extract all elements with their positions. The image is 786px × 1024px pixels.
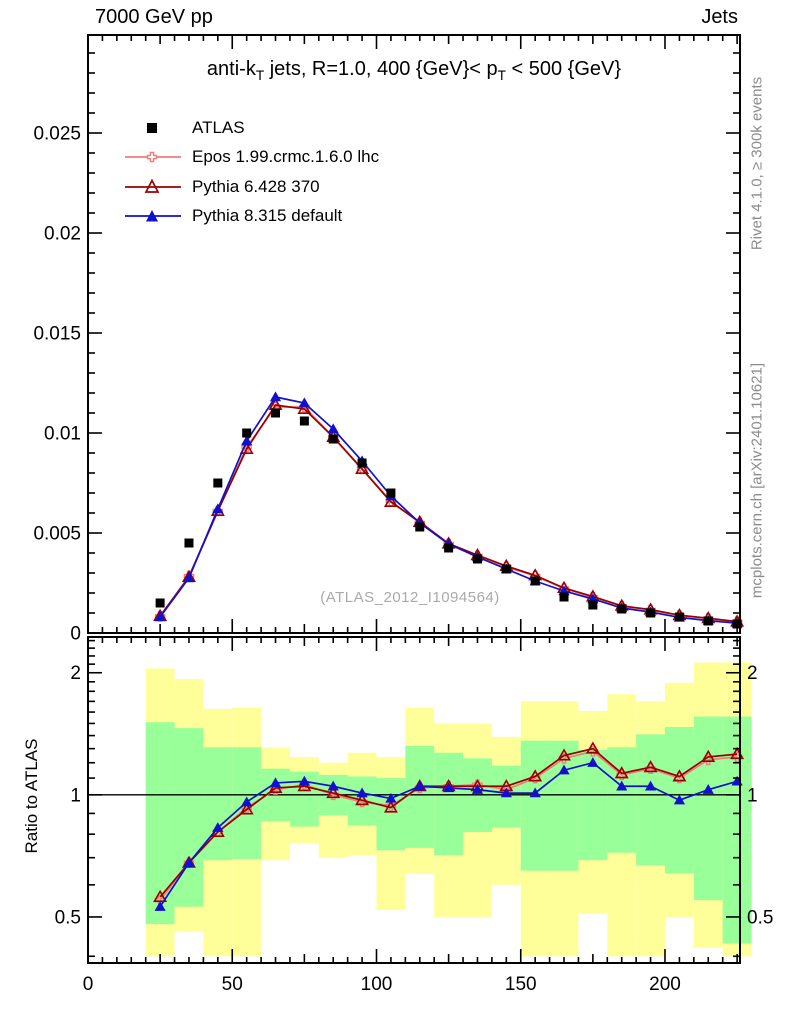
ratio-axis-label: Ratio to ATLAS <box>22 738 41 854</box>
data-point <box>329 435 338 444</box>
green-band-bin <box>607 747 636 852</box>
plot-title-sub2: T <box>497 68 506 83</box>
tick-label: 1 <box>70 785 81 807</box>
tick-label: 0.5 <box>747 907 774 929</box>
green-band-bin <box>434 753 463 855</box>
data-point <box>242 429 251 438</box>
header-beam-energy: 7000 GeV pp <box>95 6 213 28</box>
tick-label: 0.025 <box>33 123 81 145</box>
plot-title <box>88 58 740 83</box>
legend-label-atlas: ATLAS <box>192 117 245 137</box>
plot-title-post: < 500 {GeV} <box>505 58 622 80</box>
ratio-uncertainty-bands <box>146 662 752 956</box>
epos-marker-icon <box>124 148 182 166</box>
legend-item-epos <box>124 143 379 173</box>
legend <box>124 113 379 231</box>
green-band-bin <box>636 734 665 865</box>
data-point <box>415 523 424 532</box>
data-point <box>184 539 193 548</box>
data-point <box>444 544 453 553</box>
legend-label-pythia8: Pythia 8.315 default <box>192 206 343 226</box>
data-point <box>473 555 482 564</box>
data-point <box>270 391 281 401</box>
pythia8-marker-icon <box>124 207 182 225</box>
green-band-bin <box>521 741 550 871</box>
green-band-bin <box>405 746 434 848</box>
data-point <box>300 417 309 426</box>
data-point <box>213 479 222 488</box>
tick-label: 1 <box>747 785 758 807</box>
atlas-marker-icon <box>124 119 182 137</box>
tick-label: 0 <box>70 623 81 645</box>
green-band-bin <box>694 717 723 901</box>
plot-title-mid: jets, R=1.0, 400 {GeV}< p <box>264 58 498 80</box>
data-point <box>502 565 511 574</box>
tick-label: 100 <box>360 974 393 995</box>
rivet-version-text: Rivet 4.1.0, ≥ 300k events <box>748 76 766 251</box>
plot-title-sub1: T <box>255 68 265 83</box>
data-point <box>271 409 280 418</box>
plot-title-pre: anti-k <box>206 58 256 80</box>
data-point <box>646 609 655 618</box>
tick-label: 0 <box>82 974 94 995</box>
tick-label: 0.01 <box>44 423 81 445</box>
data-point <box>704 617 713 626</box>
legend-item-atlas <box>124 113 379 143</box>
analysis-id-watermark: (ATLAS_2012_I1094564) <box>320 589 500 606</box>
tick-label: 0.5 <box>54 907 81 929</box>
tick-label: 150 <box>504 974 537 995</box>
header-analysis-group: Jets <box>701 6 738 28</box>
tick-label: 0.005 <box>33 523 81 545</box>
tick-label: 50 <box>221 974 243 995</box>
tick-label: 0.015 <box>33 323 81 345</box>
legend-label-epos: Epos 1.99.crmc.1.6.0 lhc <box>192 147 380 167</box>
legend-item-pythia8 <box>124 202 379 232</box>
tick-label: 2 <box>747 663 758 685</box>
data-point <box>386 489 395 498</box>
legend-item-pythia6 <box>124 172 379 202</box>
tick-label: 2 <box>70 663 81 685</box>
mcplots-reference-text: mcplots.cern.ch [arXiv:2401.10621] <box>748 362 766 599</box>
pythia6-marker-icon <box>124 178 182 196</box>
green-band-bin <box>146 722 175 924</box>
tick-label: 200 <box>649 974 681 995</box>
green-band-bin <box>376 778 405 850</box>
data-point <box>212 503 223 513</box>
data-point <box>531 577 540 586</box>
green-band-bin <box>175 728 204 907</box>
tick-label: 0.02 <box>44 223 81 245</box>
legend-label-pythia6: Pythia 6.428 370 <box>192 176 320 196</box>
data-point <box>675 613 684 622</box>
data-point <box>358 459 367 468</box>
